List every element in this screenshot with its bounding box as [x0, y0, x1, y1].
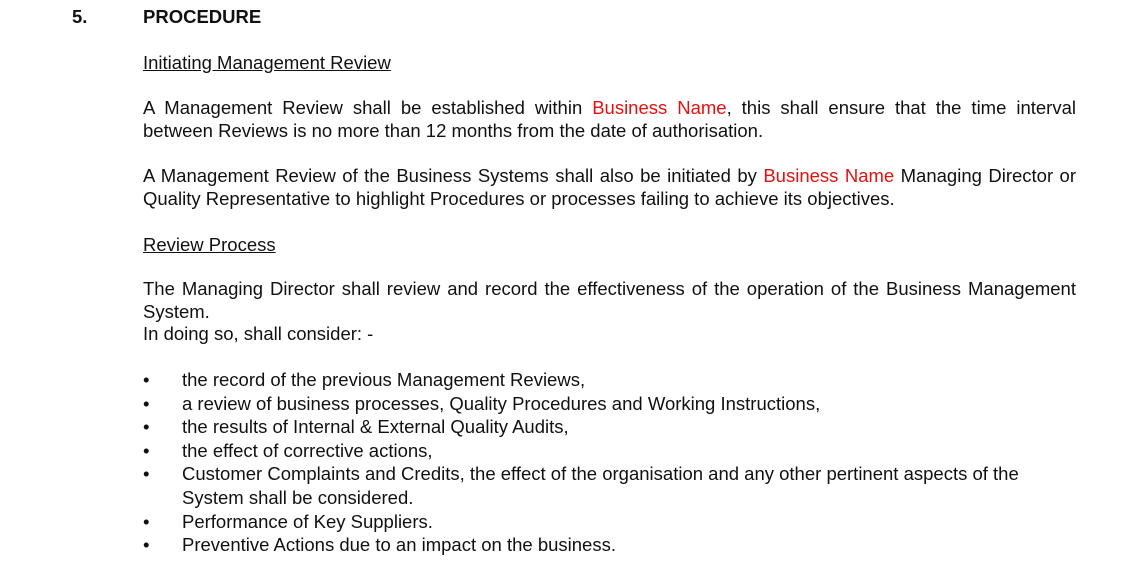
- list-item-text: Preventive Actions due to an impact on the business.: [182, 534, 616, 556]
- bullet-icon: •: [143, 510, 150, 532]
- text: A Management Review shall be established within: [143, 97, 593, 118]
- list-item: [143, 533, 1078, 557]
- business-name-placeholder: Business Name: [592, 97, 727, 118]
- list-item: [143, 462, 1078, 509]
- list-item-text: the record of the previous Management Reviews,: [182, 369, 586, 390]
- list-item: [143, 392, 1078, 416]
- bullet-icon: •: [143, 392, 150, 414]
- business-name-placeholder: Business Name: [763, 165, 895, 186]
- bullet-icon: •: [143, 439, 150, 461]
- list-item-text: a review of business processes, Quality Procedures and Working Instructions,: [182, 392, 821, 414]
- text: , this shall ensure that the time interval between Reviews is no more than 12 months from the date of authorisation.: [143, 97, 1076, 141]
- section-title: PROCEDURE: [143, 6, 262, 27]
- paragraph-review-2: In doing so, shall consider: -: [143, 323, 374, 344]
- bullet-icon: •: [143, 369, 150, 390]
- list-item: [143, 415, 1078, 439]
- bullet-icon: •: [143, 463, 150, 485]
- list-item: [143, 510, 1078, 534]
- section-number: 5.: [72, 6, 88, 27]
- paragraph-review-1: The Managing Director shall review and record the effectiveness of the operation of the Business Management System.: [143, 278, 1076, 322]
- paragraph-initiating-1: [143, 96, 1076, 142]
- list-item-text: Customer Complaints and Credits, the effect of the organisation and any other pertinent aspects of the System shall be considered.: [182, 463, 1019, 508]
- text: Managing Director or Quality Representative to highlight Procedures or processes failing to achieve its objectives.: [143, 165, 1077, 209]
- text: A Management Review of the Business Systems shall also be initiated by: [143, 165, 764, 186]
- list-item-text: Performance of Key Suppliers.: [182, 510, 433, 532]
- consideration-list: [143, 368, 1078, 557]
- subheading-review-process: Review Process: [143, 234, 276, 255]
- bullet-icon: •: [143, 416, 150, 438]
- bullet-icon: •: [143, 534, 150, 556]
- list-item-text: the results of Internal & External Quality Audits,: [182, 416, 569, 438]
- list-item-text: the effect of corrective actions,: [182, 439, 433, 461]
- list-item: [143, 368, 1078, 392]
- list-item: [143, 439, 1078, 463]
- subheading-initiating: Initiating Management Review: [143, 52, 391, 73]
- paragraph-initiating-2: [143, 164, 1076, 210]
